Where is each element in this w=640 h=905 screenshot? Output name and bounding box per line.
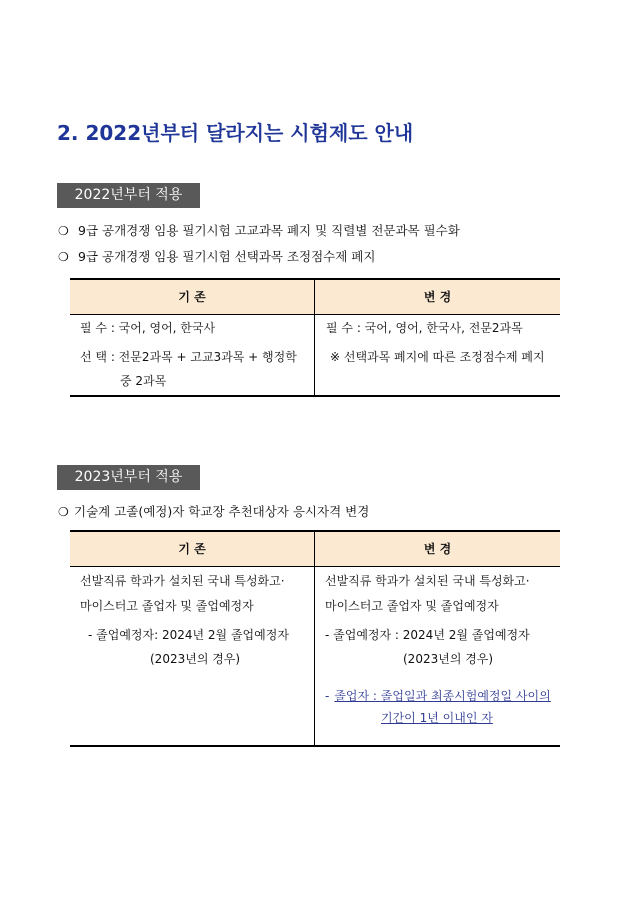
note-after: ※ 선택과목 폐지에 따른 조정점수제 폐지: [330, 350, 545, 364]
cell-after: [315, 315, 560, 395]
header-after: 변 경: [423, 542, 452, 556]
eligibility-line: 마이스터고 졸업자 및 졸업예정자: [80, 599, 254, 613]
bullet-circle-icon: ❍: [58, 250, 69, 264]
graduate-change-text: 졸업자 : 졸업일과 최종시험예정일 사이의: [334, 689, 551, 703]
graduate-change-line-cont: [376, 708, 493, 728]
eligibility-line: 선발직류 학과가 설치된 국내 특성화고·: [325, 574, 530, 588]
cell-after: [315, 567, 560, 745]
bullet-circle-icon: ❍: [58, 224, 69, 238]
bullet-text: 기술계 고졸(예정)자 학교장 추천대상자 응시자격 변경: [74, 504, 370, 519]
table-body-row: [70, 315, 560, 395]
cell-before: [70, 567, 315, 745]
header-after: 변 경: [423, 290, 452, 304]
elective-subjects-before-cont: 중 2과목: [120, 374, 167, 388]
bullet-item: [58, 247, 558, 267]
section-label-2023: 2023년부터 적용: [57, 465, 200, 490]
table-header-row: [70, 280, 560, 315]
graduate-change-text-cont: 기간이 1년 이내인 자: [381, 711, 493, 725]
page-title: 2. 2022년부터 달라지는 시험제도 안내: [57, 121, 414, 145]
required-subjects-before: 필 수 : 국어, 영어, 한국사: [80, 321, 216, 335]
eligibility-line: 선발직류 학과가 설치된 국내 특성화고·: [80, 574, 285, 588]
bullet-text: 9급 공개경쟁 임용 필기시험 선택과목 조정점수제 폐지: [78, 249, 376, 264]
bullet-circle-icon: ❍: [58, 505, 69, 519]
comparison-table-2022: [70, 278, 560, 397]
eligibility-line: 마이스터고 졸업자 및 졸업예정자: [325, 599, 499, 613]
elective-subjects-before: 선 택 : 전문2과목 + 고교3과목 + 행정학: [80, 350, 297, 364]
expected-graduate-line: - 졸업예정자: 2024년 2월 졸업예정자: [88, 628, 289, 642]
section-label-2022: 2022년부터 적용: [57, 183, 200, 208]
comparison-table-2023: [70, 530, 560, 747]
bullet-item: [58, 221, 558, 241]
table-body-row: [70, 567, 560, 745]
expected-graduate-line: - 졸업예정자 : 2024년 2월 졸업예정자: [325, 628, 530, 642]
expected-graduate-note: (2023년의 경우): [403, 652, 494, 666]
bullet-item: [58, 502, 558, 522]
dash-marker: -: [325, 689, 330, 703]
cell-before: [70, 315, 315, 395]
header-before: 기 존: [70, 280, 315, 314]
bullet-text: 9급 공개경쟁 임용 필기시험 고교과목 폐지 및 직렬별 전문과목 필수화: [78, 223, 460, 238]
expected-graduate-note: (2023년의 경우): [150, 652, 241, 666]
table-header-row: [70, 532, 560, 567]
required-subjects-after: 필 수 : 국어, 영어, 한국사, 전문2과목: [326, 321, 523, 335]
graduate-change-line: [325, 686, 551, 706]
header-before: 기 존: [70, 532, 315, 566]
